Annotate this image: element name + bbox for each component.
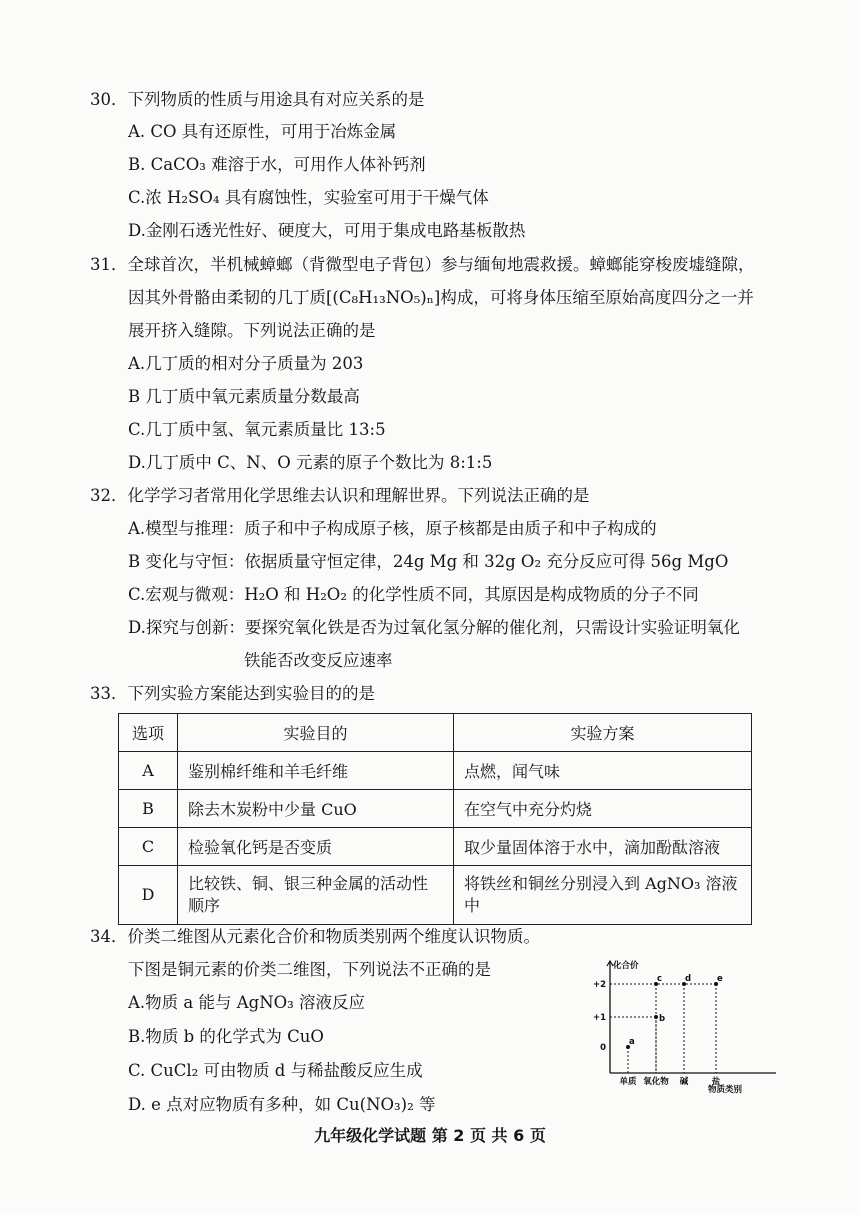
table-row [119, 790, 752, 828]
table-header: 实验方案 [454, 714, 752, 752]
q31-option-a: A.几丁质的相对分子质量为 203 [128, 354, 364, 373]
q34-stem-line2: 下图是铜元素的价类二维图，下列说法不正确的是 [128, 960, 491, 979]
page-footer: 九年级化学试题 第 2 页 共 6 页 [314, 1126, 546, 1145]
table-header: 实验目的 [178, 714, 454, 752]
table-cell: 除去木炭粉中少量 CuO [178, 790, 454, 828]
x-tick-label: 氧化物 [643, 1077, 669, 1087]
q32-option-d-line2: 铁能否改变反应速率 [244, 651, 393, 670]
experiment-table [118, 713, 752, 925]
table-cell: 在空气中充分灼烧 [454, 790, 752, 828]
x-tick-label: 碱 [679, 1077, 689, 1087]
q31-option-d: D.几丁质中 C、N、O 元素的原子个数比为 8:1:5 [128, 453, 493, 472]
table-row [119, 828, 752, 866]
y-tick-label: 0 [600, 1043, 606, 1053]
table-cell: D [119, 866, 178, 925]
q33-stem: 33．下列实验方案能达到实验目的的是 [90, 684, 375, 703]
point-label: a [629, 1037, 635, 1047]
table-cell: 将铁丝和铜丝分别浸入到 AgNO₃ 溶液中 [454, 866, 752, 925]
point-label: d [685, 974, 692, 984]
q34-option-b: B.物质 b 的化学式为 CuO [128, 1027, 324, 1046]
q30-option-a: A. CO 具有还原性，可用于冶炼金属 [128, 122, 397, 141]
table-cell: 取少量固体溶于水中，滴加酚酞溶液 [454, 828, 752, 866]
table-header: 选项 [119, 714, 178, 752]
table-cell: 检验氧化钙是否变质 [178, 828, 454, 866]
q32-option-a: A.模型与推理：质子和中子构成原子核，原子核都是由质子和中子构成的 [128, 519, 657, 538]
table-row [119, 752, 752, 790]
table-header-row [119, 714, 752, 752]
q31-option-c: C.几丁质中氢、氧元素质量比 13:5 [128, 420, 386, 439]
point-label: e [717, 974, 723, 984]
table-row [119, 866, 752, 925]
valence-class-chart [580, 955, 780, 1095]
table-cell: B [119, 790, 178, 828]
q34-option-c: C. CuCl₂ 可由物质 d 与稀盐酸反应生成 [128, 1061, 423, 1080]
x-tick-label: 单质 [619, 1077, 637, 1087]
point-label: c [657, 974, 663, 984]
table-cell: 点燃，闻气味 [454, 752, 752, 790]
q32-stem: 32．化学学习者常用化学思维去认识和理解世界。下列说法正确的是 [90, 486, 590, 505]
q34-option-d: D. e 点对应物质有多种，如 Cu(NO₃)₂ 等 [128, 1095, 436, 1114]
table-cell: 比较铁、铜、银三种金属的活动性顺序 [178, 866, 454, 925]
table-cell: A [119, 752, 178, 790]
table-cell: 鉴别棉纤维和羊毛纤维 [178, 752, 454, 790]
point-label: b [659, 1014, 666, 1024]
q31-stem-line2: 因其外骨骼由柔韧的几丁质[(C₈H₁₃NO₅)ₙ]构成，可将身体压缩至原始高度四分之一并 [128, 288, 754, 307]
q31-option-b: B 几丁质中氧元素质量分数最高 [128, 387, 360, 406]
q32-option-b: B 变化与守恒：依据质量守恒定律，24g Mg 和 32g O₂ 充分反应可得 56g MgO [128, 552, 729, 571]
table-cell: C [119, 828, 178, 866]
q32-option-c: C.宏观与微观：H₂O 和 H₂O₂ 的化学性质不同，其原因是构成物质的分子不同 [128, 585, 699, 604]
x-tick-label: 盐 [711, 1077, 721, 1087]
q30-option-d: D.金刚石透光性好、硬度大，可用于集成电路基板散热 [128, 221, 526, 240]
q34-option-a: A.物质 a 能与 AgNO₃ 溶液反应 [128, 993, 366, 1012]
q30-option-c: C.浓 H₂SO₄ 具有腐蚀性，实验室可用于干燥气体 [128, 188, 489, 207]
q31-stem-line3: 展开挤入缝隙。下列说法正确的是 [128, 321, 376, 340]
y-tick-label: +2 [592, 980, 606, 990]
q31-stem-line1: 31．全球首次，半机械蟑螂（背微型电子背包）参与缅甸地震救援。蟑螂能穿梭废墟缝隙， [90, 255, 755, 274]
y-tick-label: +1 [592, 1013, 606, 1023]
q34-stem-line1: 34．价类二维图从元素化合价和物质类别两个维度认识物质。 [90, 927, 540, 946]
x-axis-label: 物质类别 [708, 1085, 743, 1095]
y-axis-label: 化合价 [613, 961, 639, 971]
q30-stem: 30．下列物质的性质与用途具有对应关系的是 [90, 90, 425, 109]
q32-option-d-line1: D.探究与创新：要探究氧化铁是否为过氧化氢分解的催化剂，只需设计实验证明氧化 [128, 618, 740, 637]
q30-option-b: B. CaCO₃ 难溶于水，可用作人体补钙剂 [128, 155, 426, 174]
